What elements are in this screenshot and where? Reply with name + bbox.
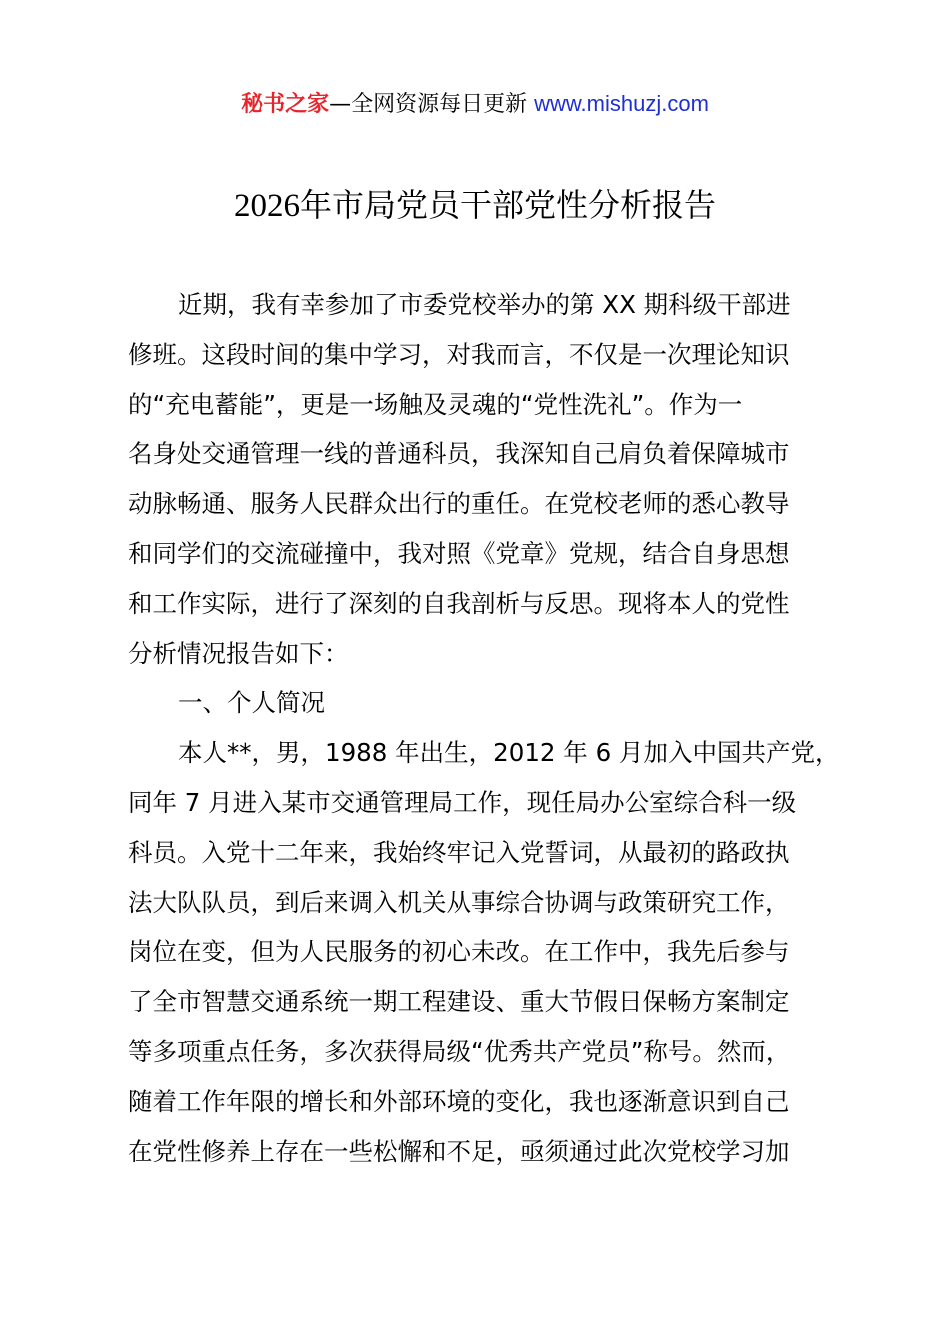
site-tagline: —全网资源每日更新: [329, 92, 535, 117]
paragraph-profile-line-2: 同年 7 月进入某市交通管理局工作，现任局办公室综合科一级: [128, 787, 797, 817]
site-brand: 秘书之家: [241, 92, 330, 117]
paragraph-intro-line-7: 和工作实际，进行了深刻的自我剖析与反思。现将本人的党性: [128, 588, 790, 618]
paragraph-profile-line-9: 在党性修养上存在一些松懈和不足，亟须通过此次党校学习加: [128, 1136, 790, 1166]
document-body: [128, 280, 838, 1176]
paragraph-profile-line-5: 岗位在变，但为人民服务的初心未改。在工作中，我先后参与: [128, 937, 790, 967]
site-header: [0, 86, 950, 123]
paragraph-intro-line-4: 名身处交通管理一线的普通科员，我深知自己肩负着保障城市: [128, 439, 790, 469]
paragraph-profile-line-4: 法大队队员，到后来调入机关从事综合协调与政策研究工作，: [128, 887, 790, 917]
paragraph-intro-line-8: 分析情况报告如下：: [128, 638, 349, 668]
title-year: 2026: [233, 188, 300, 224]
paragraph-intro-line-5: 动脉畅通、服务人民群众出行的重任。在党校老师的悉心教导: [128, 489, 790, 519]
paragraph-intro-line-6: 和同学们的交流碰撞中，我对照《党章》党规，结合自身思想: [128, 538, 790, 568]
title-text: 年市局党员干部党性分析报告: [299, 186, 716, 224]
paragraph-profile-line-3: 科员。入党十二年来，我始终牢记入党誓词，从最初的路政执: [128, 837, 790, 867]
paragraph-profile-line-8: 随着工作年限的增长和外部环境的变化，我也逐渐意识到自己: [128, 1086, 790, 1116]
site-url-link[interactable]: www.mishuzj.com: [534, 91, 709, 116]
paragraph-intro-line-2: 修班。这段时间的集中学习，对我而言，不仅是一次理论知识: [128, 339, 790, 369]
document-title: [0, 180, 950, 231]
paragraph-intro-line-3: 的“充电蓄能”，更是一场触及灵魂的“党性洗礼”。作为一: [128, 389, 743, 419]
paragraph-profile-line-6: 了全市智慧交通系统一期工程建设、重大节假日保畅方案制定: [128, 987, 790, 1017]
paragraph-profile-line-7: 等多项重点任务，多次获得局级“优秀共产党员”称号。然而，: [128, 1036, 791, 1066]
paragraph-intro-line-1: 近期，我有幸参加了市委党校举办的第 XX 期科级干部进: [178, 290, 791, 319]
section-heading: 一、个人简况: [178, 688, 325, 718]
paragraph-profile-line-1: 本人**，男，1988 年出生，2012 年 6 月加入中国共产党，: [178, 738, 840, 768]
